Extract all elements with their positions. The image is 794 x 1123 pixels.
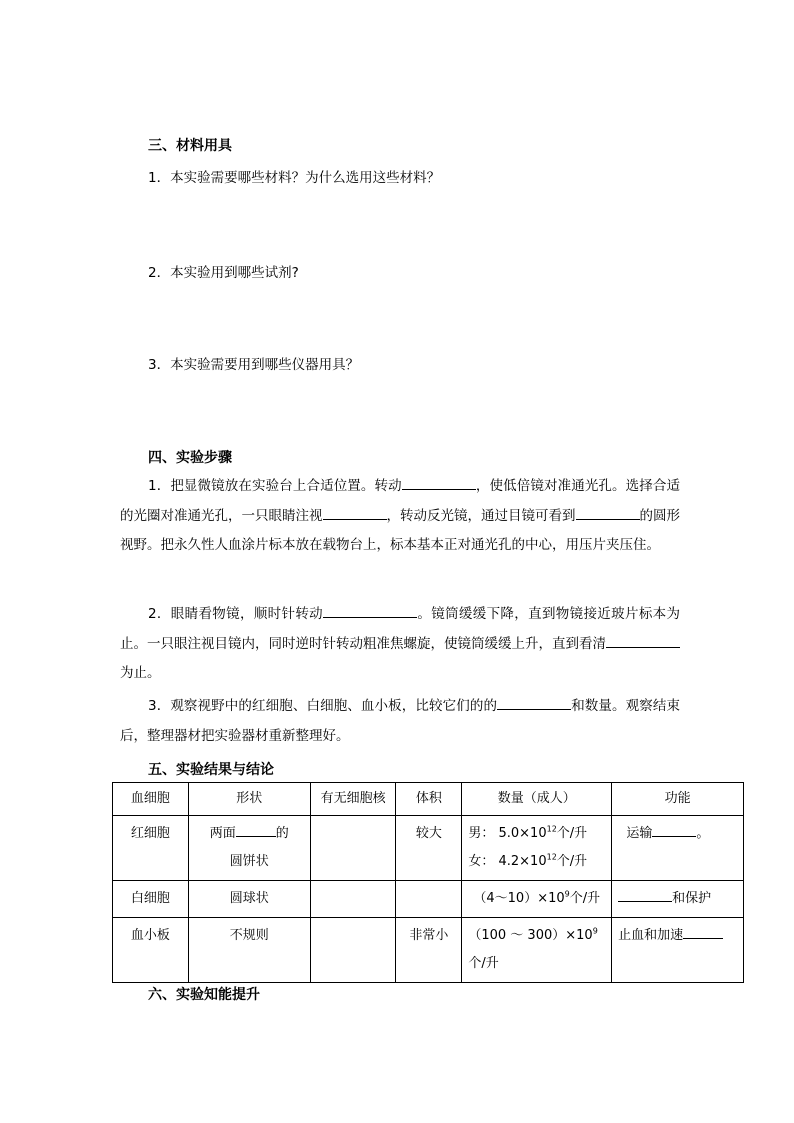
cell-function bbox=[612, 816, 744, 881]
count-text: 女： 4.2×10 bbox=[468, 854, 547, 869]
section-5-heading: 五、实验结果与结论 bbox=[148, 762, 274, 778]
exponent: 9 bbox=[564, 889, 570, 899]
exponent: 12 bbox=[546, 852, 557, 862]
function-text: 止血和加速 bbox=[618, 928, 684, 943]
cell-nucleus bbox=[310, 918, 396, 983]
cell-name: 白细胞 bbox=[113, 881, 189, 918]
cell-volume: 较大 bbox=[396, 816, 462, 881]
function-text: 运输 bbox=[626, 826, 653, 841]
cell-shape: 不规则 bbox=[188, 918, 310, 983]
step-1-text-b: ，使低倍镜对准通光孔。选择合适的光圈对准通光孔，一只眼睛注视 bbox=[120, 478, 681, 524]
table-row bbox=[113, 881, 744, 918]
step-2-paragraph bbox=[120, 600, 680, 689]
function-text: 。 bbox=[696, 826, 710, 841]
count-text: 男： 5.0×10 bbox=[468, 826, 547, 841]
exponent: 12 bbox=[546, 824, 557, 834]
blank-line[interactable] bbox=[236, 822, 276, 837]
cell-name: 红细胞 bbox=[113, 816, 189, 881]
blank-line[interactable] bbox=[402, 475, 476, 490]
header-cell: 功能 bbox=[612, 783, 744, 816]
shape-text: 的 bbox=[275, 826, 289, 841]
question-3: 3．本实验需要用到哪些仪器用具？ bbox=[148, 357, 360, 373]
function-text: 和保护 bbox=[672, 891, 712, 906]
cell-shape bbox=[188, 816, 310, 881]
blank-line[interactable] bbox=[576, 505, 640, 520]
header-cell: 数量（成人） bbox=[462, 783, 612, 816]
blank-line[interactable] bbox=[618, 887, 672, 902]
cell-volume bbox=[396, 881, 462, 918]
header-cell: 有无细胞核 bbox=[310, 783, 396, 816]
step-1-text-a: 1．把显微镜放在实验台上合适位置。转动 bbox=[148, 478, 402, 494]
count-text: （100 ～ 300）×10 bbox=[468, 928, 593, 943]
shape-text: 圆饼状 bbox=[229, 854, 269, 869]
count-unit: 个/升 bbox=[468, 956, 499, 971]
step-3-text-a: 3．观察视野中的红细胞、白细胞、血小板，比较它们的的 bbox=[148, 698, 498, 714]
table-row bbox=[113, 816, 744, 881]
header-cell: 血细胞 bbox=[113, 783, 189, 816]
cell-function bbox=[612, 881, 744, 918]
step-1-paragraph bbox=[120, 472, 680, 561]
step-2-text-b: 。镜筒缓缓下降，直到物镜接近玻片标本为止。一只眼注视目镜内，同时逆时针转动粗准焦螺旋，使镜筒缓缓上升，直到看清 bbox=[120, 606, 681, 652]
header-cell: 形状 bbox=[188, 783, 310, 816]
step-1-text-d: 的圆形视野。把永久性人血涂片标本放在载物台上，标本基本正对通光孔的中心，用压片夹压住。 bbox=[120, 507, 680, 553]
step-2-text-c: 为止。 bbox=[120, 665, 161, 681]
question-1: 1．本实验需要哪些材料？为什么选用这些材料？ bbox=[148, 170, 441, 186]
results-table bbox=[112, 782, 744, 983]
step-1-text-c: ，转动反光镜，通过目镜可看到 bbox=[386, 507, 576, 524]
question-2: 2．本实验用到哪些试剂? bbox=[148, 265, 299, 281]
cell-count bbox=[462, 918, 612, 983]
cell-nucleus bbox=[310, 816, 396, 881]
cell-count bbox=[462, 816, 612, 881]
count-unit: 个/升 bbox=[556, 854, 588, 869]
cell-nucleus bbox=[310, 881, 396, 918]
cell-shape: 圆球状 bbox=[188, 881, 310, 918]
shape-text: 两面 bbox=[209, 826, 236, 841]
count-unit: 个/升 bbox=[556, 826, 588, 841]
step-3-paragraph bbox=[120, 692, 680, 751]
blank-line[interactable] bbox=[652, 822, 696, 837]
exponent: 9 bbox=[592, 926, 598, 936]
step-3-text-b: 和数量。观察结束后，整理器材把实验器材重新整理好。 bbox=[120, 698, 680, 744]
blank-line[interactable] bbox=[323, 505, 387, 520]
count-unit: 个/升 bbox=[569, 891, 601, 906]
table-header-row bbox=[113, 783, 744, 816]
blank-line[interactable] bbox=[323, 603, 417, 618]
header-cell: 体积 bbox=[396, 783, 462, 816]
blank-line[interactable] bbox=[683, 924, 723, 939]
section-6-heading: 六、实验知能提升 bbox=[148, 987, 260, 1003]
section-4-heading: 四、实验步骤 bbox=[148, 450, 232, 466]
cell-volume: 非常小 bbox=[396, 918, 462, 983]
step-2-text-a: 2．眼睛看物镜，顺时针转动 bbox=[148, 606, 324, 622]
section-3-heading: 三、材料用具 bbox=[148, 138, 232, 154]
count-text: （4～10）×10 bbox=[473, 891, 565, 906]
blank-line[interactable] bbox=[497, 695, 571, 710]
cell-count bbox=[462, 881, 612, 918]
cell-name: 血小板 bbox=[113, 918, 189, 983]
cell-function bbox=[612, 918, 744, 983]
blank-line[interactable] bbox=[606, 633, 680, 648]
table-row bbox=[113, 918, 744, 983]
